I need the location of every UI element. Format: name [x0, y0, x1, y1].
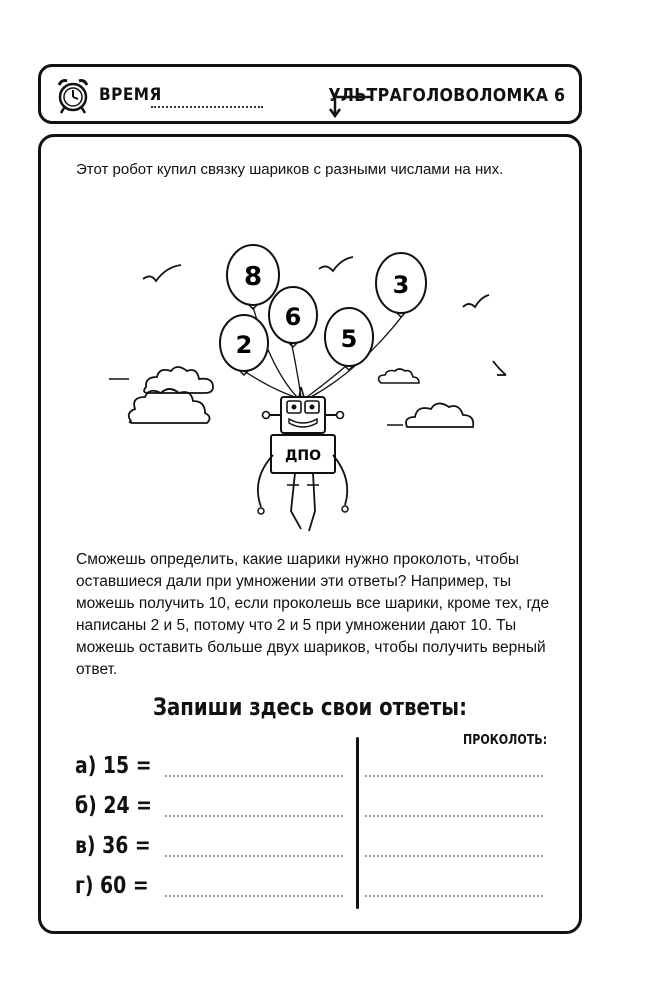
answer-row-c [75, 833, 555, 863]
time-input-line[interactable] [151, 106, 263, 108]
answer-label: г) 60 = [75, 873, 149, 899]
answer-row-b [75, 793, 555, 823]
balloon-8 [227, 245, 279, 309]
answer-label: а) 15 = [75, 753, 152, 779]
cloud-icon [129, 389, 210, 423]
balloon-number: 3 [392, 271, 410, 299]
answer-input-line[interactable] [165, 895, 343, 897]
balloon-2 [220, 315, 268, 375]
bird-icon [463, 295, 489, 307]
answer-row-d [75, 873, 555, 903]
cloud-icon [379, 369, 419, 383]
balloon-6 [269, 287, 317, 347]
balloon-number: 6 [284, 303, 302, 331]
header-box [38, 64, 582, 124]
bird-icon [143, 265, 181, 281]
answer-input-line[interactable] [165, 815, 343, 817]
main-box [38, 134, 582, 934]
bird-icon [493, 361, 506, 375]
balloon-number: 5 [340, 325, 358, 353]
answer-input-line[interactable] [165, 775, 343, 777]
pierce-input-line[interactable] [365, 855, 543, 857]
pierce-input-line[interactable] [365, 815, 543, 817]
time-label: ВРЕМЯ [99, 85, 162, 105]
answers-heading: Запиши здесь свои ответы: [153, 693, 467, 721]
alarm-clock-icon [55, 75, 91, 115]
answer-input-line[interactable] [165, 855, 343, 857]
answer-label: в) 36 = [75, 833, 151, 859]
question-text: Сможешь определить, какие шарики нужно проколоть, чтобы оставшиеся дали при умножении эти ответы? Например, ты можешь получить 10, если проколешь все шарики, кроме тех, где написаны 2 и 5, потому что 2 и 5 при умножении дают 10. Ты можешь оставить больше двух шариков, чтобы получить верный ответ. [76, 551, 550, 678]
cloud-icon [144, 367, 213, 393]
answer-row-a [75, 753, 555, 783]
pierce-label: ПРОКОЛОТЬ: [463, 733, 548, 748]
answer-label: б) 24 = [75, 793, 152, 819]
bird-icon [319, 257, 353, 271]
cloud-icon [406, 403, 473, 427]
pierce-input-line[interactable] [365, 895, 543, 897]
balloon-5 [325, 308, 373, 370]
balloon-number: 2 [235, 331, 253, 359]
robot-balloons-illustration [101, 229, 521, 539]
robot-panel-text: ДПО [284, 448, 322, 464]
puzzle-title: УЛЬТРАГОЛОВОЛОМКА 6 [328, 85, 565, 106]
intro-text: Этот робот купил связку шариков с разными числами на них. [76, 161, 504, 178]
robot-icon [258, 387, 348, 531]
balloon-number: 8 [243, 262, 263, 292]
balloon-3 [376, 253, 426, 317]
pierce-input-line[interactable] [365, 775, 543, 777]
